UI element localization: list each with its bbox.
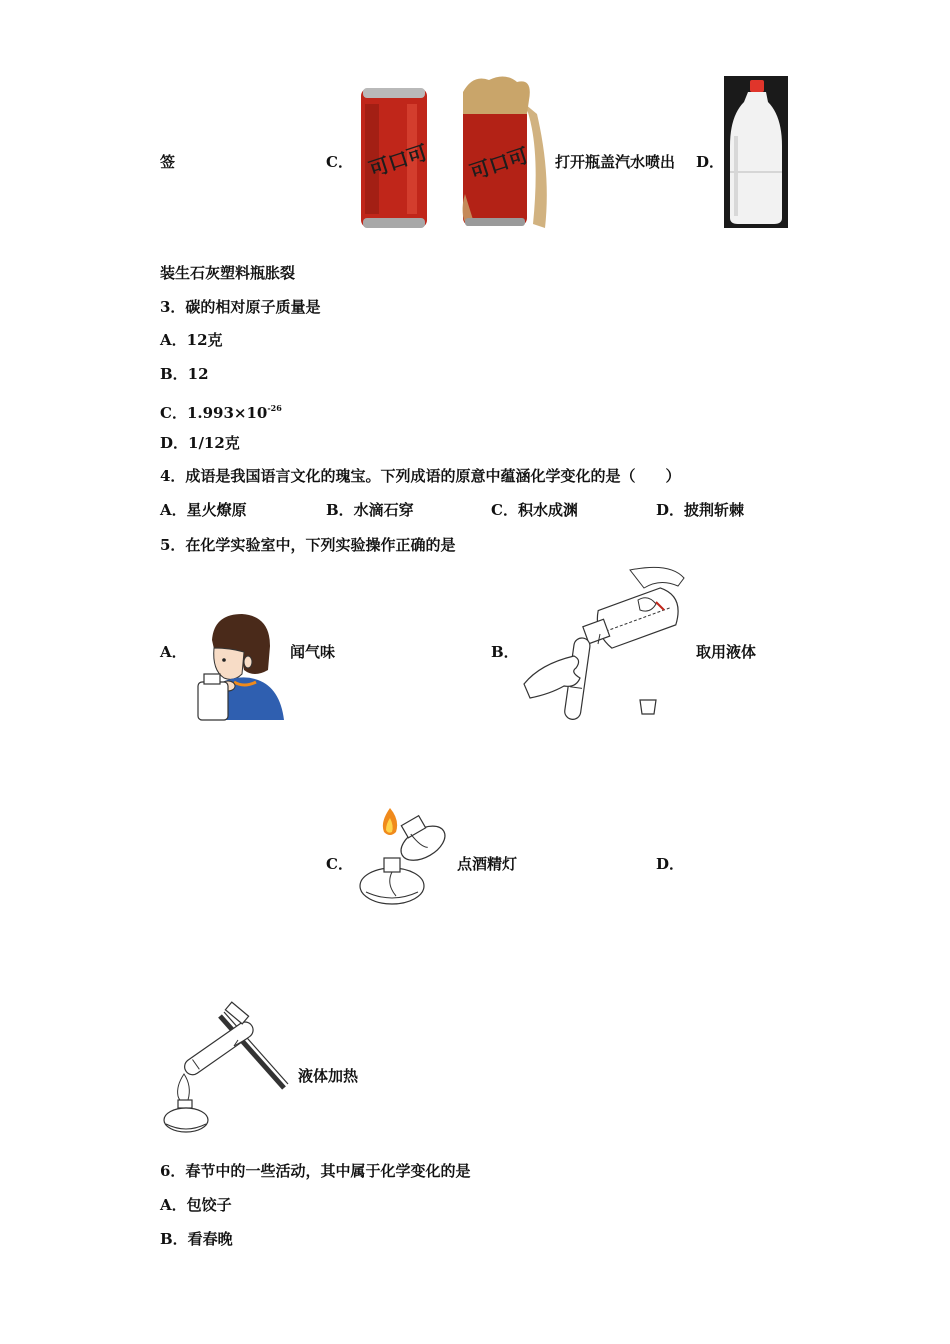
q3-option-c	[160, 398, 282, 423]
q3-option-d: D．1/12克	[160, 434, 240, 452]
soda-can-right-foaming	[462, 76, 546, 228]
q5-stem: 5．在化学实验室中，下列实验操作正确的是	[160, 536, 456, 554]
q5-option-b-label: B．	[491, 643, 519, 661]
q2-option-b-suffix: 签	[160, 153, 176, 171]
q3-option-a: A．12克	[160, 331, 223, 349]
soda-can-left	[361, 88, 430, 228]
q6-stem: 6．春节中的一些活动，其中属于化学变化的是	[160, 1162, 471, 1180]
q5-option-a-text: 闻气味	[290, 643, 336, 661]
plastic-bottle-image	[724, 76, 788, 228]
lighting-alcohol-lamp-image	[356, 800, 454, 910]
q2-option-d-label: D．	[696, 153, 725, 171]
q2-option-c-text: 打开瓶盖汽水喷出	[555, 153, 676, 171]
smelling-gas-image	[194, 612, 286, 722]
q5-option-d-text: 液体加热	[298, 1067, 359, 1085]
q5-option-a-label: A．	[160, 643, 187, 661]
pouring-liquid-image	[520, 564, 692, 728]
q5-option-d-label: D．	[656, 855, 685, 873]
q5-option-c-label: C．	[326, 855, 353, 873]
heating-liquid-image	[160, 1000, 292, 1136]
q5-option-c-text: 点酒精灯	[457, 855, 518, 873]
q4-option-a: A．星火燎原	[160, 501, 247, 519]
q4-option-c: C．积水成渊	[491, 501, 578, 519]
q3-option-b: B．12	[160, 365, 209, 383]
soda-cans-image	[355, 74, 555, 230]
q6-option-a: A．包饺子	[160, 1196, 232, 1214]
q3-option-c-exponent: -26	[267, 403, 282, 413]
svg-text:可口可: 可口可	[466, 143, 532, 185]
q4-option-d: D．披荆斩棘	[656, 501, 745, 519]
q2-option-d-text: 装生石灰塑料瓶胀裂	[160, 264, 296, 282]
q5-option-b-text: 取用液体	[696, 643, 757, 661]
q4-option-b: B．水滴石穿	[326, 501, 414, 519]
q3-stem: 3．碳的相对原子质量是	[160, 298, 321, 316]
q4-stem: 4．成语是我国语言文化的瑰宝。下列成语的原意中蕴涵化学变化的是（ ）	[160, 467, 681, 485]
q3-option-c-base: C．1.993×10	[160, 404, 268, 422]
svg-text:可口可: 可口可	[365, 140, 431, 182]
q2-option-c-label: C．	[326, 153, 353, 171]
q6-option-b: B．看春晚	[160, 1230, 233, 1248]
